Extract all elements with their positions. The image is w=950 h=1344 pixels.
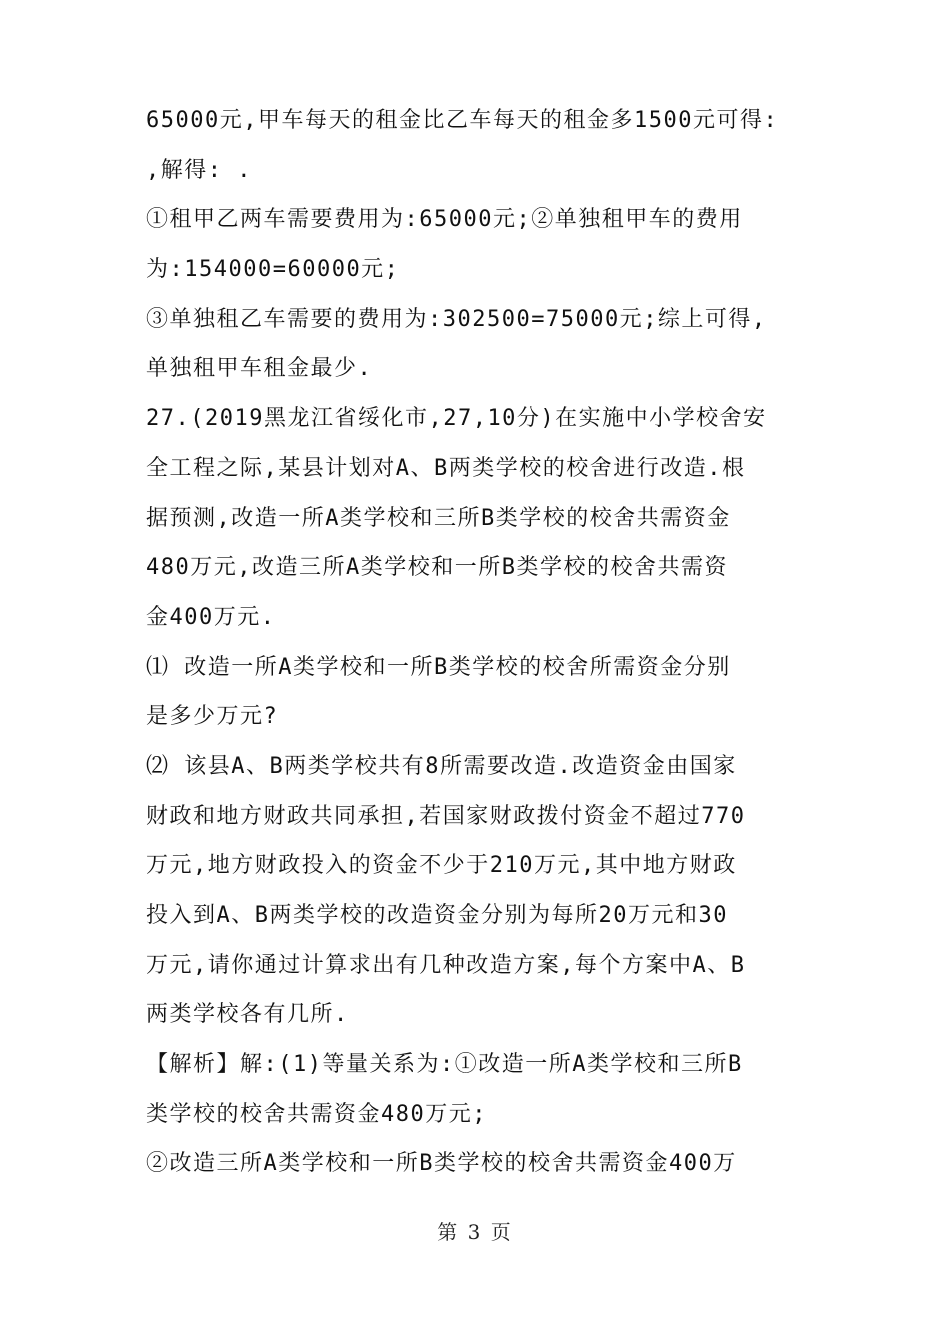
text-line: 据预测,改造一所A类学校和三所B类学校的校舍共需资金 <box>146 505 731 531</box>
text-line: 类学校的校舍共需资金480万元; <box>146 1101 487 1127</box>
analysis-line: 【解析】解:(1)等量关系为:①改造一所A类学校和三所B <box>146 1052 743 1078</box>
text-line: 万元,请你通过计算求出有几种改造方案,每个方案中A、B <box>146 952 746 978</box>
text-line: 65000元,甲车每天的租金比乙车每天的租金多1500元可得: <box>146 108 779 133</box>
text-line: ②改造三所A类学校和一所B类学校的校舍共需资金400万 <box>146 1151 737 1177</box>
text-line: 全工程之际,某县计划对A、B两类学校的校舍进行改造.根 <box>146 455 746 481</box>
sub-question-1-line: ⑴ 改造一所A类学校和一所B类学校的校舍所需资金分别 <box>146 654 731 680</box>
text-line: ③单独租乙车需要的费用为:302500=75000元;综上可得, <box>146 306 767 332</box>
text-line: 万元,地方财政投入的资金不少于210万元,其中地方财政 <box>146 853 737 879</box>
text-line: 为:154000=60000元; <box>146 257 400 283</box>
text-line: ①租甲乙两车需要费用为:65000元;②单独租甲车的费用 <box>146 207 743 233</box>
sub-question-2-line: ⑵ 该县A、B两类学校共有8所需要改造.改造资金由国家 <box>146 753 737 779</box>
text-line: 单独租甲车租金最少. <box>146 356 373 382</box>
text-line: 480万元,改造三所A类学校和一所B类学校的校舍共需资 <box>146 555 728 581</box>
text-line: 金400万元. <box>146 604 276 630</box>
text-line: 投入到A、B两类学校的改造资金分别为每所20万元和30 <box>146 903 728 928</box>
body-text <box>146 96 826 1189</box>
question-27-line: 27.(2019黑龙江省绥化市,27,10分)在实施中小学校舍安 <box>146 406 767 432</box>
page-number: 第 3 页 <box>437 1220 513 1244</box>
text-line: 两类学校各有几所. <box>146 1002 349 1028</box>
text-line: 财政和地方财政共同承担,若国家财政拨付资金不超过770 <box>146 803 746 829</box>
text-line: ,解得: . <box>146 157 252 183</box>
text-line: 是多少万元? <box>146 704 279 730</box>
